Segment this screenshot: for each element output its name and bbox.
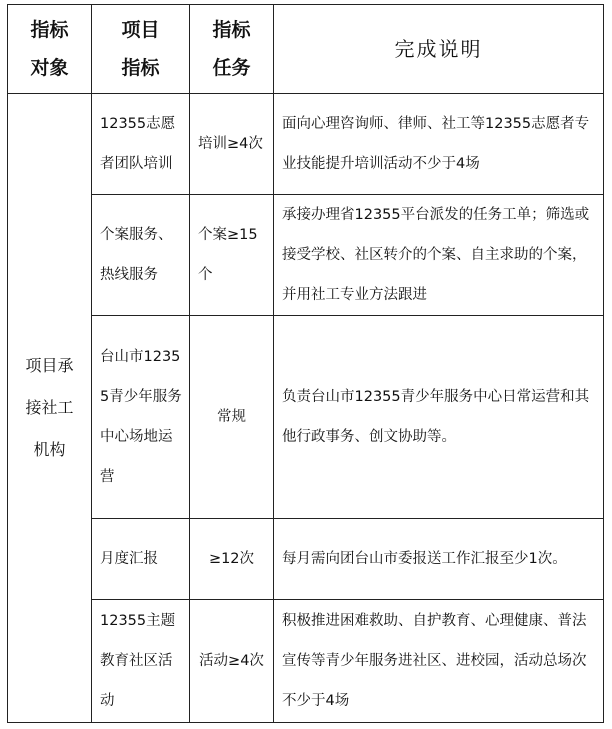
description-cell: 面向心理咨询师、律师、社工等12355志愿者专业技能提升培训活动不少于4场 xyxy=(274,94,604,195)
item-cell: 12355志愿者团队培训 xyxy=(92,94,190,195)
description-cell: 积极推进困难救助、自护教育、心理健康、普法宣传等青少年服务进社区、进校园，活动总场次不少于4场 xyxy=(274,600,604,723)
item-cell: 月度汇报 xyxy=(92,519,190,600)
table-row xyxy=(8,94,604,195)
item-cell: 个案服务、热线服务 xyxy=(92,195,190,316)
item-cell: 台山市12355青少年服务中心场地运营 xyxy=(92,316,190,519)
indicator-table xyxy=(7,4,604,723)
header-completion-notes: 完成说明 xyxy=(274,5,604,94)
description-cell: 负责台山市12355青少年服务中心日常运营和其他行政事务、创文协助等。 xyxy=(274,316,604,519)
item-cell: 12355主题教育社区活动 xyxy=(92,600,190,723)
table-row xyxy=(8,316,604,519)
table-row xyxy=(8,519,604,600)
header-indicator-task: 指标 任务 xyxy=(190,5,274,94)
description-cell: 承接办理省12355平台派发的任务工单；筛选或接受学校、社区转介的个案、自主求助的个案，并用社工专业方法跟进 xyxy=(274,195,604,316)
task-cell: 个案≥15个 xyxy=(190,195,274,316)
task-cell: 培训≥4次 xyxy=(190,94,274,195)
description-cell: 每月需向团台山市委报送工作汇报至少1次。 xyxy=(274,519,604,600)
header-indicator-object: 指标 对象 xyxy=(8,5,92,94)
table-header-row xyxy=(8,5,604,94)
task-cell: 常规 xyxy=(190,316,274,519)
task-cell: ≥12次 xyxy=(190,519,274,600)
header-project-indicator: 项目 指标 xyxy=(92,5,190,94)
indicator-object-cell: 项目承接社工机构 xyxy=(8,94,92,723)
task-cell: 活动≥4次 xyxy=(190,600,274,723)
table-row xyxy=(8,600,604,723)
table-row xyxy=(8,195,604,316)
